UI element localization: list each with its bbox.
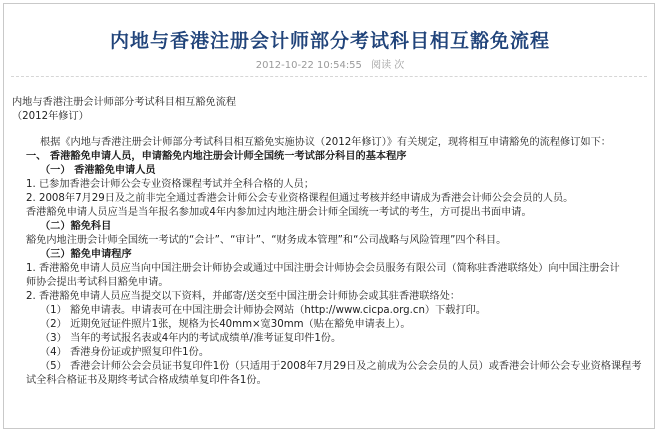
- article-title: 内地与香港注册会计师部分考试科目相互豁免流程: [109, 30, 550, 52]
- list-item: 2. 香港豁免申请人员应当提交以下资料，并邮寄/送交至中国注册会计师协会或其驻香港联络处：: [26, 291, 461, 302]
- subsection-heading: （一） 香港豁免申请人员: [40, 165, 156, 176]
- list-item: 1. 已参加香港会计师公会专业资格课程考试并全科合格的人员；: [26, 179, 315, 190]
- subsection-heading: （三）豁免申请程序: [40, 249, 132, 260]
- note-paragraph: 香港豁免申请人员应当是当年报名参加或4年内参加过内地注册会计师全国统一考试的考生，方可提出书面申请。: [26, 207, 532, 218]
- intro-paragraph: 根据《内地与香港注册会计师部分考试科目相互豁免实施协议（2012年修订）》有关规定，现将相互申请豁免的流程修订如下：: [40, 137, 611, 148]
- article-body: [12, 96, 646, 388]
- doc-list-item: （1） 豁免申请表。申请表可在中国注册会计师协会网站（http://www.cicpa.org.cn）下载打印。: [40, 305, 487, 316]
- subsection-heading: （二）豁免科目: [40, 221, 112, 232]
- title-divider: [11, 76, 647, 77]
- list-item-continued: 师协会提出考试科目豁免申请。: [26, 277, 169, 288]
- read-count: 阅读 次: [371, 60, 405, 71]
- article-meta: [4, 56, 655, 71]
- doc-list-item: （2） 近期免冠证件照片1张，规格为长40mm×宽30mm（贴在豁免申请表上）。: [40, 319, 411, 330]
- doc-year: （2012年修订）: [12, 111, 89, 122]
- spacer: [12, 124, 646, 136]
- publish-date: 2012-10-22 10:54:55: [255, 60, 362, 71]
- doc-list-item: （3） 当年的考试报名表或4年内的考试成绩单/准考证复印件1份。: [40, 333, 342, 344]
- doc-title: 内地与香港注册会计师部分考试科目相互豁免流程: [12, 97, 237, 108]
- doc-list-item: （4） 香港身份证或护照复印件1份。: [40, 347, 210, 358]
- list-item: 1. 香港豁免申请人员应当向中国注册会计师协会或通过中国注册会计师协会会员服务有限公司（简称驻香港联络处）向中国注册会计: [26, 263, 620, 274]
- paragraph: 豁免内地注册会计师全国统一考试的“会计”、“审计”、“财务成本管理”和“公司战略与风险管理”四个科目。: [26, 235, 507, 246]
- section-heading: 一、 香港豁免申请人员，申请豁免内地注册会计师全国统一考试部分科目的基本程序: [26, 151, 407, 162]
- doc-list-item: （5） 香港会计师公会会员证书复印件1份（只适用于2008年7月29日及之前成为公会会员的人员）或香港会计师公会专业资格课程考: [40, 361, 642, 372]
- article-frame: [3, 3, 655, 429]
- list-item: 2. 2008年7月29日及之前非完全通过香港会计师公会专业资格课程但通过考核并经申请成为香港会计师公会会员的人员。: [26, 193, 574, 204]
- doc-list-item-continued: 试全科合格证书及期终考试合格成绩单复印件各1份。: [26, 375, 267, 386]
